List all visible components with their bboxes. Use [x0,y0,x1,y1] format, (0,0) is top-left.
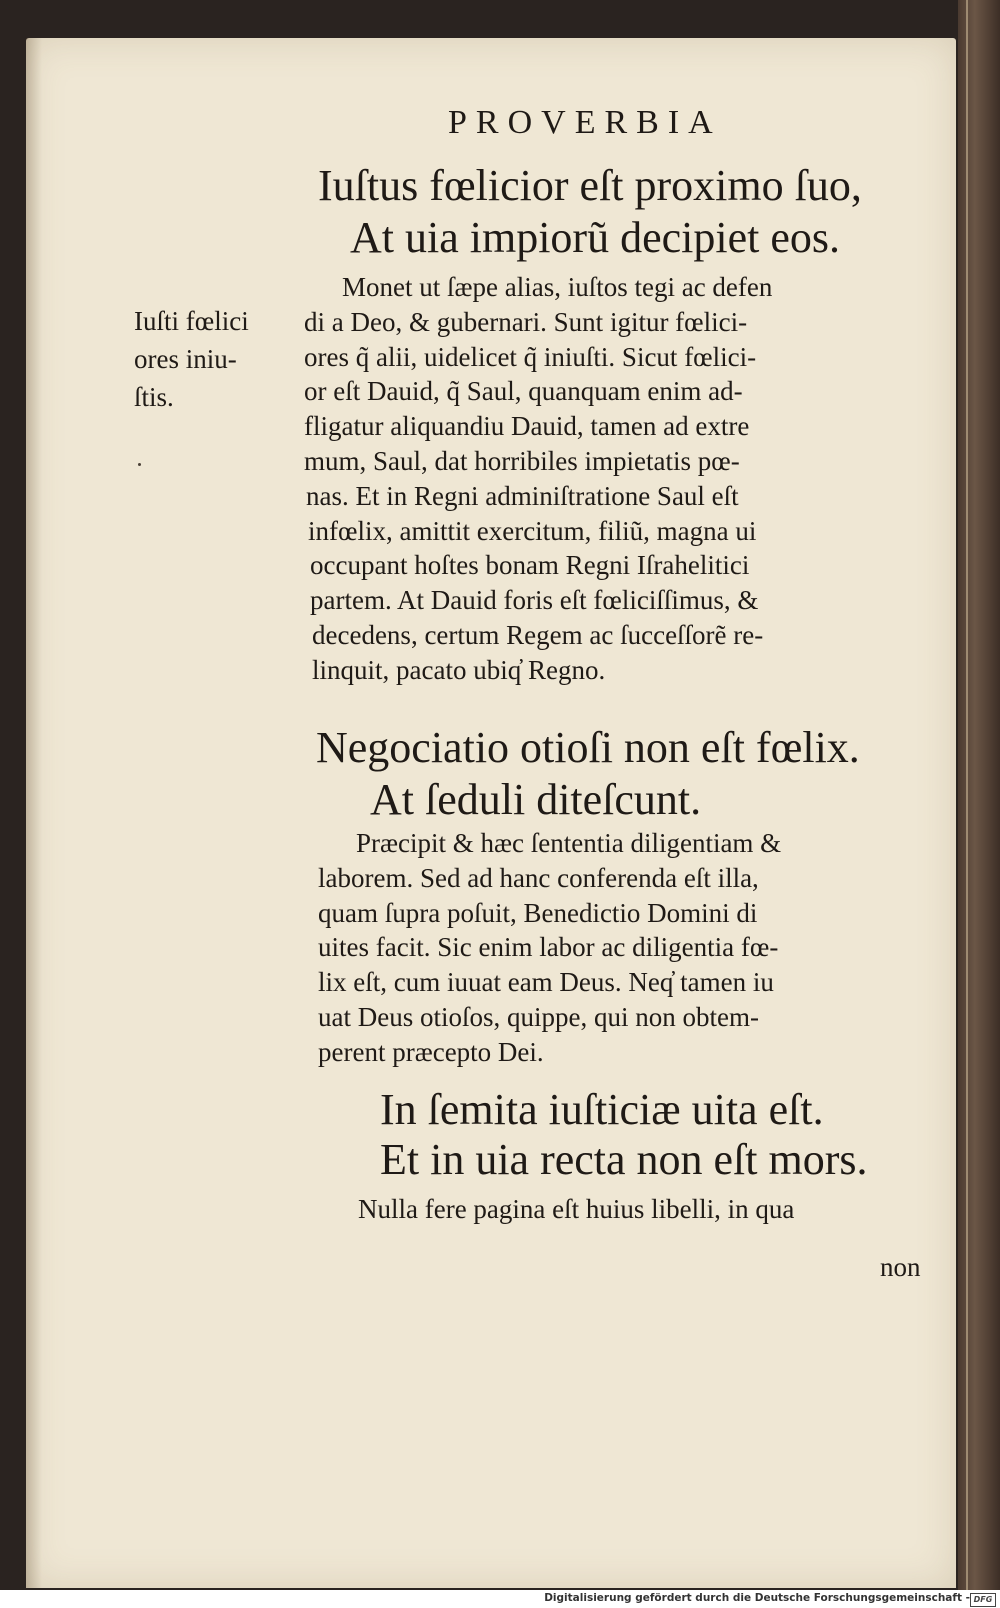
footer-attribution: Digitalisierung gefördert durch die Deutsche Forschungsgemeinschaft - [544,1592,970,1604]
catchword: non [880,1252,921,1282]
commentary2 [318,826,781,1070]
verse3-line2: Et in uia recta non eſt mors. [380,1135,868,1184]
commentary-line: decedens, certum Regem ac ſucceſſorẽ re- [312,619,764,650]
commentary1 [304,270,773,688]
commentary-line: uat Deus otioſos, quippe, qui non obtem- [318,1001,759,1032]
commentary-line: or eſt Dauid, q̃ Saul, quanquam enim ad- [304,376,743,407]
verse3-line1: In ſemita iuſticiæ uita eſt. [380,1085,824,1134]
commentary-line: ores q̃ alii, uidelicet q̃ iniuſti. Sicut fœlici- [304,341,757,372]
verse1-line2: At uia impiorũ decipiet eos. [350,213,840,262]
margin-note-line: ores iniu- [134,344,237,374]
commentary3 [358,1192,794,1227]
commentary-line: partem. At Dauid foris eſt fœliciſſimus, & [310,585,759,616]
commentary-line: mum, Saul, dat horribiles impietatis pœ- [304,445,740,476]
book-edge [958,0,1000,1590]
commentary-line: fligatur aliquandiu Dauid, tamen ad extre [304,411,750,442]
margin-note-line: ſtis. [134,382,174,412]
commentary-line: laborem. Sed ad hanc conferenda eſt illa, [318,862,759,893]
commentary-line: Præcipit & hæc ſententia diligentiam & [356,828,782,858]
book-edge-highlight [966,0,968,1590]
commentary-line: infœlix, amittit exercitum, filiũ, magna ui [308,515,757,546]
verse2-line1: Negociatio otioſi non eſt fœlix. [316,723,860,772]
commentary-line: occupant hoſtes bonam Regni Iſrahelitici [310,550,750,581]
commentary-line: linquit, pacato ubiq̓ Regno. [312,654,606,685]
margin-note-line: Iuſti fœlici [134,306,249,336]
commentary-line: uites facit. Sic enim labor ac diligentia fœ- [318,932,779,963]
commentary-line: quam ſupra poſuit, Benedictio Domini di [318,897,758,928]
commentary-line: perent præcepto Dei. [318,1036,544,1067]
margin-dot [138,463,141,466]
running-head: PROVERBIA [448,104,722,141]
verse1-line1: Iuſtus fœlicior eſt proximo ſuo, [318,161,862,210]
commentary-line: nas. Et in Regni adminiſtratione Saul eſt [306,480,739,511]
commentary-line: lix eſt, cum iuuat eam Deus. Neq̓ tamen iu [318,967,774,998]
commentary-line: Nulla fere pagina eſt huius libelli, in qua [358,1194,795,1224]
page-gutter-shadow [26,38,42,1588]
commentary-line: di a Deo, & gubernari. Sunt igitur fœlici- [304,306,748,337]
verse2-line2: At ſeduli diteſcunt. [370,775,702,824]
dfg-logo: DFG [970,1593,996,1607]
commentary-line: Monet ut ſæpe alias, iuſtos tegi ac defen [342,272,773,302]
margin-note [134,302,249,416]
